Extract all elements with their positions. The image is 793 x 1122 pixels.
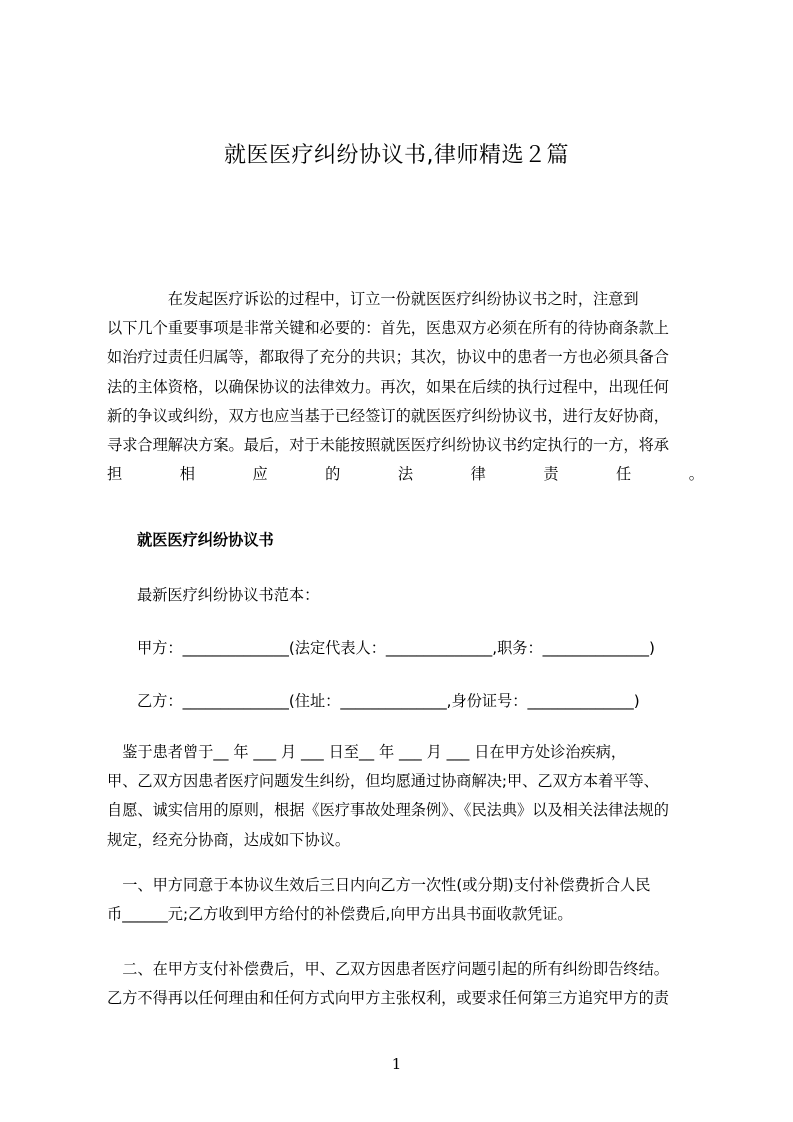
clause-one-line: 一、甲方同意于本协议生效后三日内向乙方一次性(或分期)支付补偿费折合人民 [107, 876, 651, 894]
party-b-line: 乙方：______________(住址：______________,身份证号：______________) [137, 692, 640, 710]
intro-char: 法 [397, 465, 414, 484]
page-number: 1 [391, 1055, 402, 1073]
preamble-paragraph [107, 738, 704, 855]
clause-one-paragraph [107, 871, 704, 929]
intro-char: 的 [325, 465, 341, 484]
intro-char: 相 [179, 465, 195, 484]
preamble-line: 鉴于患者曾于__ 年 ___ 月 ___ 日至__ 年 ___ 月 ___ 日在甲方处诊治疾病， [107, 743, 627, 761]
party-a-line: 甲方：______________(法定代表人：______________,职务：______________) [137, 639, 655, 657]
intro-line: 新的争议或纠纷，双方也应当基于已经签订的就医医疗纠纷协议书，进行友好协商， [107, 406, 669, 425]
intro-line: 如治疗过责任归属等，都取得了充分的共识；其次，协议中的患者一方也必须具备合 [107, 348, 669, 367]
document-title: 就医医疗纠纷协议书,律师精选２篇 [224, 143, 569, 168]
clause-two-line: 乙方不得再以任何理由和任何方式向甲方主张权利，或要求任何第三方追究甲方的责 [107, 989, 669, 1008]
clause-two-line: 二、在甲方支付补偿费后，甲、乙双方因患者医疗问题引起的所有纠纷即告终结。 [107, 960, 669, 978]
intro-line: 寻求合理解决方案。最后，对于未能按照就医医疗纠纷协议书约定执行的一方，将承 [107, 435, 669, 454]
intro-line: 在发起医疗诉讼的过程中，订立一份就医医疗纠纷协议书之时，注意到 [107, 290, 639, 308]
template-label: 最新医疗纠纷协议书范本： [137, 586, 320, 604]
intro-char: 。 [688, 465, 704, 484]
preamble-line: 甲、乙双方因患者医疗问题发生纠纷，但均愿通过协商解决;甲、乙双方本着平等、 [107, 772, 659, 791]
section-heading: 就医医疗纠纷协议书 [137, 531, 274, 549]
clause-two-paragraph [107, 955, 704, 1013]
preamble-line: 自愿、诚实信用的原则，根据《医疗事故处理条例》、《民法典》以及相关法律法规的 [107, 801, 669, 820]
clause-one-line: 币______元;乙方收到甲方给付的补偿费后,向甲方出具书面收款凭证。 [107, 905, 573, 924]
intro-last-line [107, 460, 704, 489]
intro-char: 应 [252, 465, 268, 484]
intro-line: 法的主体资格，以确保协议的法律效力。再次，如果在后续的执行过程中，出现任何 [107, 377, 669, 396]
intro-char: 责 [543, 465, 559, 484]
intro-char: 律 [470, 465, 486, 484]
preamble-line: 规定，经充分协商，达成如下协议。 [107, 830, 350, 849]
intro-char: 任 [616, 465, 632, 484]
intro-paragraph [107, 285, 704, 489]
intro-char: 担 [107, 465, 123, 484]
intro-line: 以下几个重要事项是非常关键和必要的：首先，医患双方必须在所有的待协商条款上 [107, 319, 669, 338]
